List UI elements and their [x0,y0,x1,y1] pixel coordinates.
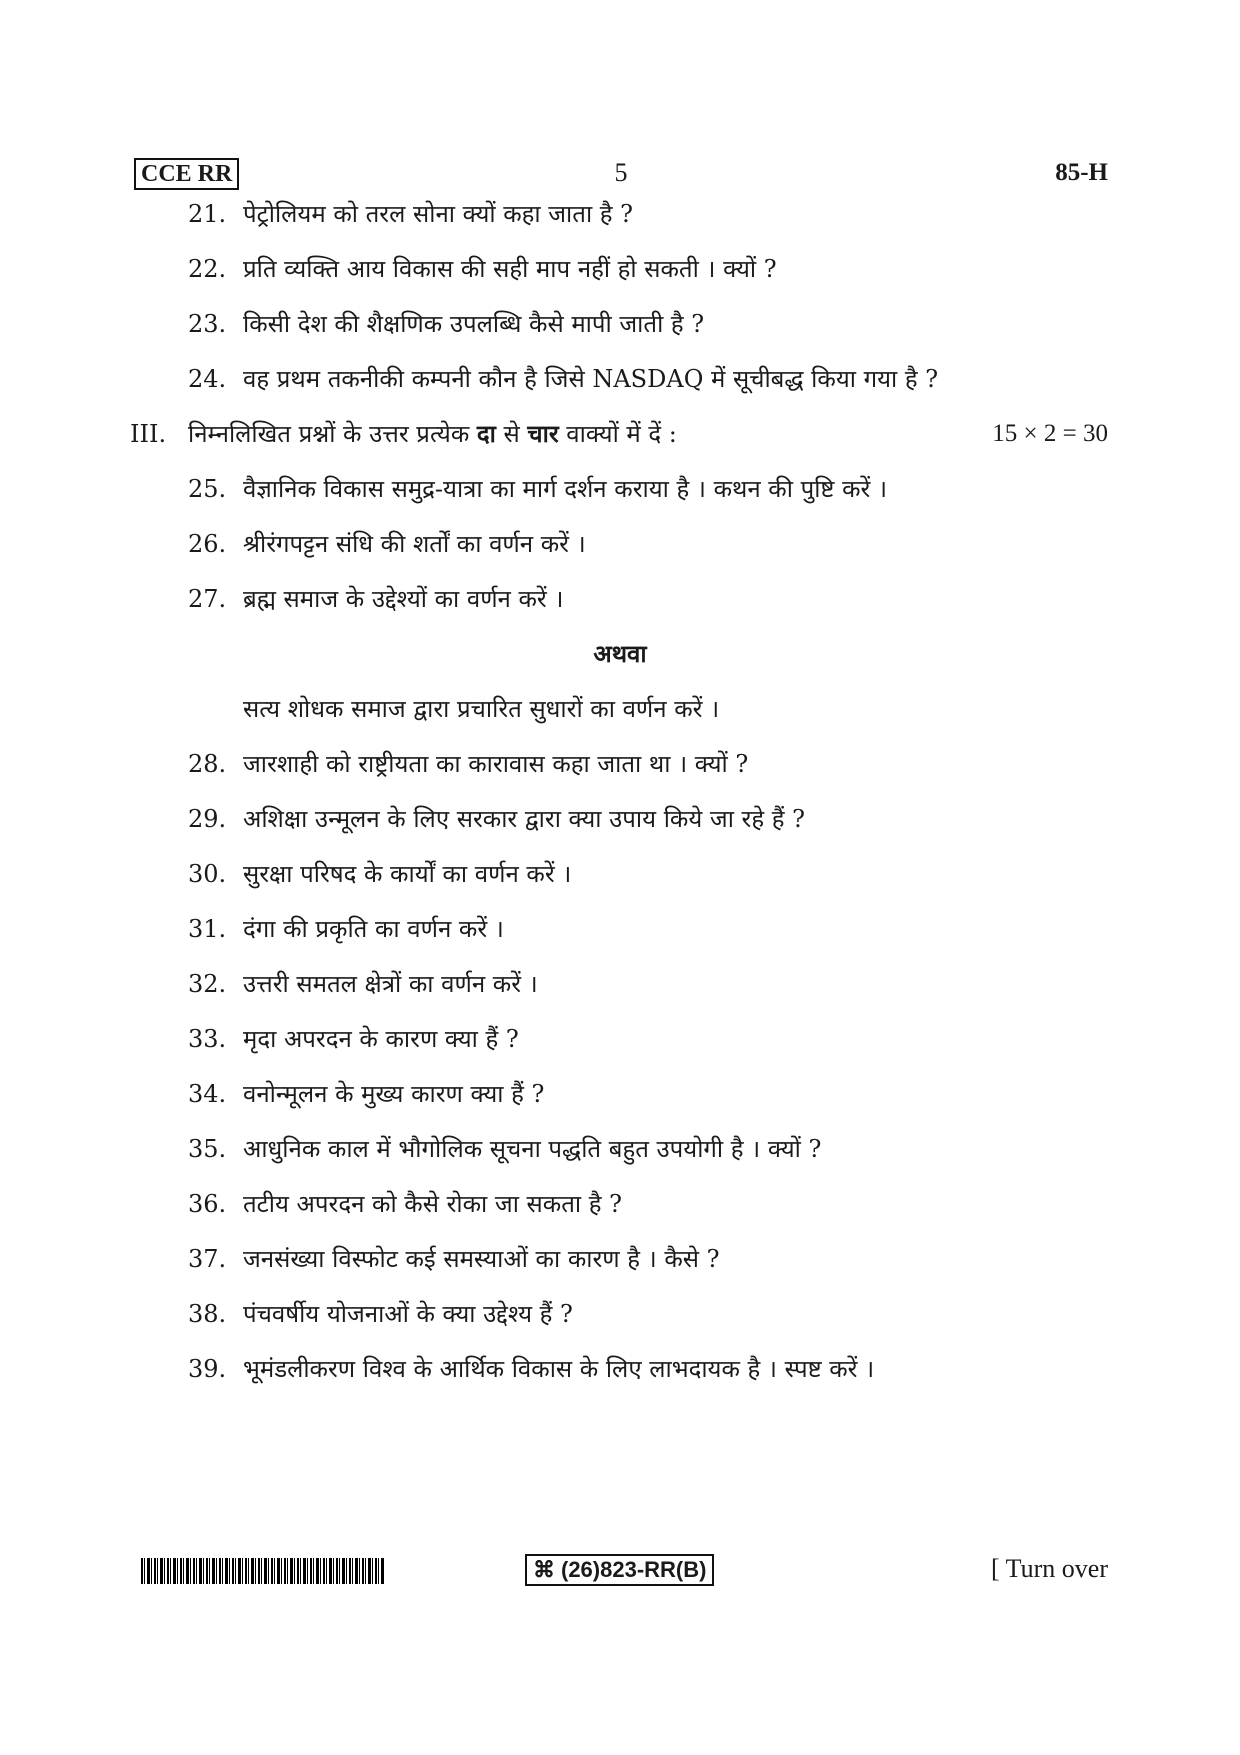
question-32 [188,968,538,1000]
question-number: 23. [188,310,227,338]
section-instruction-part: निम्नलिखित प्रश्नों के उत्तर प्रत्येक [188,420,477,448]
footer-paper-code-box [525,1554,714,1586]
question-text: भूमंडलीकरण विश्व के आर्थिक विकास के लिए लाभदायक है । स्पष्ट करें । [243,1355,875,1383]
question-text: सुरक्षा परिषद के कार्यों का वर्णन करें । [243,860,572,888]
question-text: दंगा की प्रकृति का वर्णन करें । [243,915,504,943]
question-number: 26. [188,530,227,558]
question-number: 38. [188,1300,227,1328]
section-instruction-part: वाक्यों में दें : [558,420,677,448]
question-number: 35. [188,1135,227,1163]
question-33 [188,1023,519,1055]
question-text: अशिक्षा उन्मूलन के लिए सरकार द्वारा क्या उपाय किये जा रहे हैं ? [243,805,805,833]
question-text: किसी देश की शैक्षणिक उपलब्धि कैसे मापी जाती है ? [243,310,705,338]
question-text: मृदा अपरदन के कारण क्या हैं ? [243,1025,519,1053]
barcode-icon [141,1558,385,1584]
question-text: वह प्रथम तकनीकी कम्पनी कौन है जिसे NASDAQ में सूचीबद्ध किया गया है ? [243,365,939,393]
question-text: पेट्रोलियम को तरल सोना क्यों कहा जाता है ? [243,200,634,228]
question-28 [188,748,748,780]
page-header [134,158,1108,198]
question-number: 36. [188,1190,227,1218]
question-number: 25. [188,475,227,503]
question-text: जारशाही को राष्ट्रीयता का कारावास कहा जाता था । क्यों ? [243,750,749,778]
question-35 [188,1133,821,1165]
section-instruction-part: से [495,420,528,448]
question-number: 27. [188,585,227,613]
exam-code-box: CCE RR [134,158,239,190]
question-number: 34. [188,1080,227,1108]
question-27 [188,583,563,615]
question-number: 37. [188,1245,227,1273]
question-text: पंचवर्षीय योजनाओं के क्या उद्देश्य हैं ? [243,1300,573,1328]
section-3-heading [130,418,1108,450]
turn-over-note: [ Turn over [990,1554,1108,1583]
section-marks: 15 × 2 = 30 [992,420,1108,447]
question-text: श्रीरंगपट्टन संधि की शर्तों का वर्णन करें । [243,530,586,558]
question-22 [188,253,777,285]
or-divider: अथवा [593,639,647,668]
question-24 [188,363,938,395]
question-number: 33. [188,1025,227,1053]
question-number: 28. [188,750,227,778]
question-text: तटीय अपरदन को कैसे रोका जा सकता है ? [243,1190,622,1218]
paper-code: 85-H [1055,159,1108,186]
question-38 [188,1298,573,1330]
question-text: उत्तरी समतल क्षेत्रों का वर्णन करें । [243,970,538,998]
section-roman-numeral: III. [130,420,167,448]
question-number: 30. [188,860,227,888]
question-23 [188,308,704,340]
question-number: 21. [188,200,227,228]
question-text: वनोन्मूलन के मुख्य कारण क्या हैं ? [243,1080,545,1108]
page-footer [141,1554,1108,1594]
question-number: 24. [188,365,227,393]
question-37 [188,1243,720,1275]
question-text: जनसंख्या विस्फोट कई समस्याओं का कारण है । कैसे ? [243,1245,720,1273]
question-25 [188,473,887,505]
question-30 [188,858,571,890]
footer-paper-code: (26)823-RR(B) [561,1557,707,1582]
page-number: 5 [614,158,628,187]
question-number: 32. [188,970,227,998]
question-text: ब्रह्म समाज के उद्देश्यों का वर्णन करें । [243,585,564,613]
section-instruction-bold: दा [476,419,496,448]
question-39 [188,1353,874,1385]
question-34 [188,1078,544,1110]
question-31 [188,913,504,945]
question-number: 39. [188,1355,227,1383]
question-text: आधुनिक काल में भौगोलिक सूचना पद्धति बहुत उपयोगी है । क्यों ? [243,1135,822,1163]
question-number: 22. [188,255,227,283]
question-text: वैज्ञानिक विकास समुद्र-यात्रा का मार्ग दर्शन कराया है । कथन की पुष्टि करें । [243,475,888,503]
command-symbol-icon: ⌘ [533,1557,555,1582]
question-36 [188,1188,622,1220]
section-instruction-bold: चार [527,419,559,448]
question-number: 29. [188,805,227,833]
alternative-question-27: सत्य शोधक समाज द्वारा प्रचारित सुधारों का वर्णन करें । [243,695,720,723]
question-26 [188,528,586,560]
question-number: 31. [188,915,227,943]
question-29 [188,803,805,835]
question-21 [188,198,633,230]
question-text: प्रति व्यक्ति आय विकास की सही माप नहीं हो सकती । क्यों ? [243,255,777,283]
